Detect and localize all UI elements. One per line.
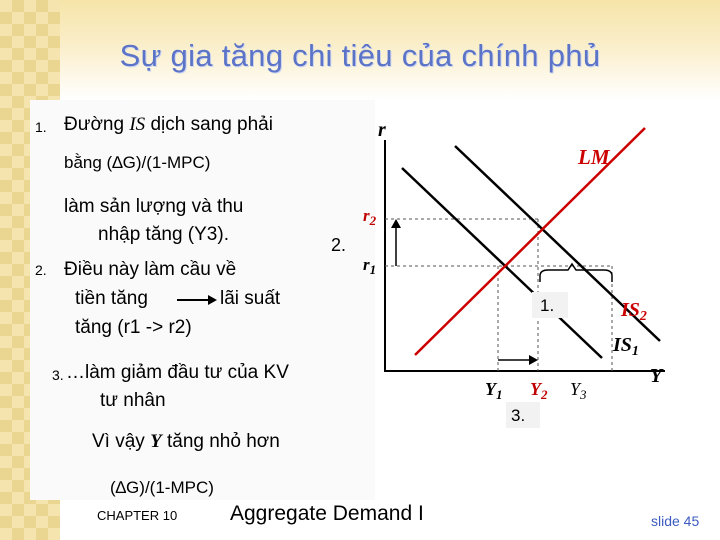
slide-number: slide 45 [651,513,700,529]
item-2-line-2b: lãi suất [220,288,281,309]
shift-brace [540,264,612,282]
lm-label: LM [578,145,610,169]
item-1-line-2: bằng (∆G)/(1-MPC) [64,153,211,172]
is1-label: $IS_1$ [613,334,639,359]
chapter-label: CHAPTER 10 [97,508,178,523]
item-1-number: 1. [35,119,47,135]
item-1-line-3: làm sản lượng và thu [64,196,244,217]
item-1-line-1: Đường IS dịch sang phải [64,114,273,135]
conclusion-line-2: (∆G)/(1-MPC) [110,478,214,497]
step-1-marker: 1. [540,296,555,315]
item-2-line-1: Điều này làm cầu về [64,259,237,280]
conclusion-line-1: Vì vậy Y tăng nhỏ hơn [92,431,280,452]
item-1-line-4: nhập tăng (Y3). [98,224,229,245]
item-3-number: 3. [52,367,64,383]
y2-label: $Y_2$ [530,379,548,402]
axis-r-label: r [378,119,386,141]
step-2-marker: 2. [331,235,347,255]
item-2-line-3: tăng (r1 -> r2) [75,317,192,338]
axis-y-label: Y [650,365,663,387]
output-arrowhead [529,355,538,365]
r2-label: $r_2$ [363,206,377,228]
item-3-line-2: tư nhân [100,390,166,411]
rate-rise-arrowhead [391,219,401,228]
slide-title: Sự gia tăng chi tiêu của chính phủ [119,38,601,73]
lm-curve [415,128,645,355]
r1-label: $r_1$ [363,255,377,277]
item-2-number: 2. [35,262,47,278]
item-3-line-1: …làm giảm đầu tư của KV [66,362,289,383]
item-2-line-2a: tiền tăng [75,288,148,309]
y1-label: $Y_1$ [485,379,503,402]
y3-label: $Y_3$ [570,379,587,402]
book-title: Aggregate Demand I [230,502,424,525]
is2-label: $IS_2$ [621,299,647,324]
step-3-marker: 3. [511,406,526,425]
